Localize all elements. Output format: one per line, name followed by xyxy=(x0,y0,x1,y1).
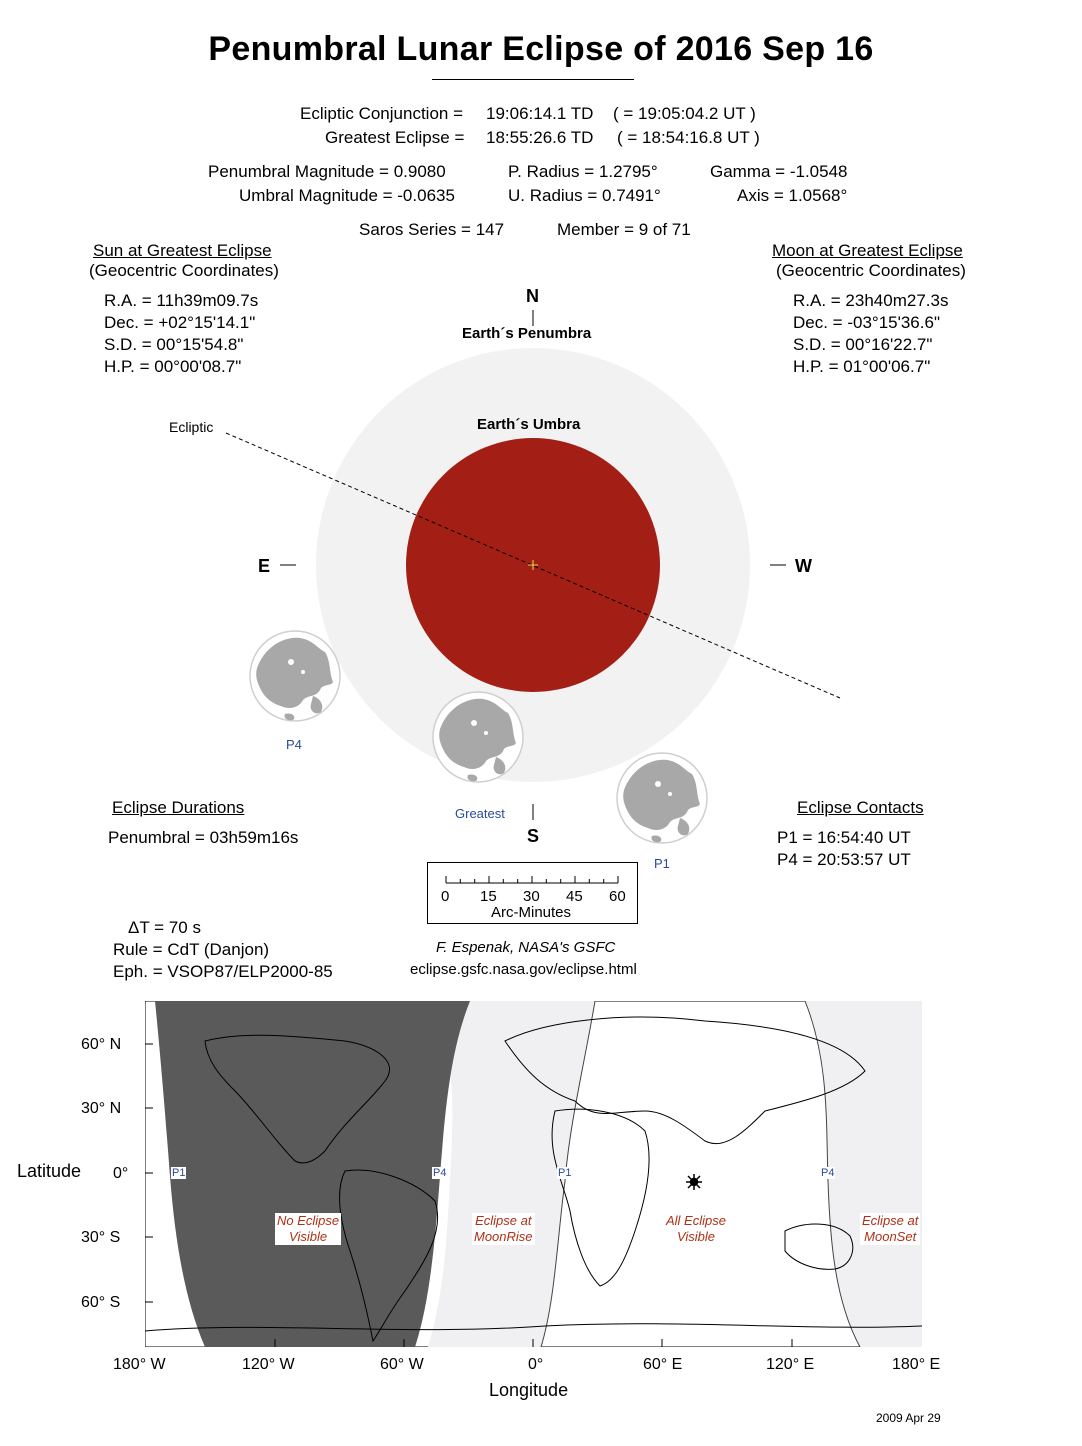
axis: Axis = 1.0568° xyxy=(737,186,848,205)
source-url[interactable]: eclipse.gsfc.nasa.gov/eclipse.html xyxy=(410,961,637,978)
scale-tick-60: 60 xyxy=(609,888,626,905)
penumbra-label: Earth´s Penumbra xyxy=(462,325,592,342)
contacts-heading: Eclipse Contacts xyxy=(797,798,924,817)
moon-subheading: (Geocentric Coordinates) xyxy=(776,261,966,280)
ephemeris: Eph. = VSOP87/ELP2000-85 xyxy=(113,962,333,981)
map-label-p1-east: P1 xyxy=(558,1167,572,1179)
zone-all-visible: All Eclipse Visible xyxy=(666,1213,726,1244)
plot-date: 2009 Apr 29 xyxy=(876,1411,941,1425)
lon-tick-120w: 120° W xyxy=(242,1356,295,1373)
map-label-p1-west: P1 xyxy=(172,1167,186,1179)
greatest-td: 18:55:26.6 TD xyxy=(486,128,594,147)
south-label: S xyxy=(527,826,540,846)
saros-member: Member = 9 of 71 xyxy=(557,220,691,239)
p-radius: P. Radius = 1.2795° xyxy=(508,162,658,181)
delta-t: ΔT = 70 s xyxy=(128,918,201,937)
lon-tick-180w: 180° W xyxy=(113,1356,166,1373)
conjunction-ut: ( = 19:05:04.2 UT ) xyxy=(613,104,756,123)
moon-sd: S.D. = 00°16'22.7" xyxy=(793,335,933,354)
map-label-p4-west: P4 xyxy=(433,1167,447,1179)
greatest-label: Greatest Eclipse = xyxy=(325,128,465,147)
gamma: Gamma = -1.0548 xyxy=(710,162,848,181)
north-label: N xyxy=(526,286,539,306)
zone-moonrise: Eclipse at MoonRise xyxy=(474,1213,533,1244)
moon-heading: Moon at Greatest Eclipse xyxy=(772,241,963,260)
lat-tick-30s: 30° S xyxy=(81,1229,121,1246)
moon-ra: R.A. = 23h40m27.3s xyxy=(793,291,949,310)
moon-dec: Dec. = -03°15'36.6" xyxy=(793,313,940,332)
moon-hp: H.P. = 01°00'06.7" xyxy=(793,357,931,376)
page-title: Penumbral Lunar Eclipse of 2016 Sep 16 xyxy=(208,30,874,68)
contact-p4: P4 = 20:53:57 UT xyxy=(777,850,911,869)
u-radius: U. Radius = 0.7491° xyxy=(508,186,661,205)
lat-tick-0: 0° xyxy=(113,1165,129,1182)
sun-dec: Dec. = +02°15'14.1" xyxy=(104,313,256,332)
scale-label: Arc-Minutes xyxy=(491,904,572,921)
greatest-ut: ( = 18:54:16.8 UT ) xyxy=(617,128,760,147)
penumbral-duration: Penumbral = 03h59m16s xyxy=(108,828,299,847)
east-label: E xyxy=(258,556,271,576)
sun-subheading: (Geocentric Coordinates) xyxy=(89,261,279,280)
scale-tick-45: 45 xyxy=(566,888,583,905)
scale-tick-15: 15 xyxy=(480,888,497,905)
map-ylabel: Latitude xyxy=(17,1161,82,1181)
lat-tick-60s: 60° S xyxy=(81,1294,121,1311)
scale-tick-0: 0 xyxy=(441,888,450,905)
sun-heading: Sun at Greatest Eclipse xyxy=(93,241,272,260)
ecliptic-label: Ecliptic xyxy=(169,419,214,435)
contact-p1: P1 = 16:54:40 UT xyxy=(777,828,911,847)
map-label-p4-east: P4 xyxy=(821,1167,835,1179)
map-xlabel: Longitude xyxy=(489,1380,569,1400)
p1-moon-label: P1 xyxy=(654,856,670,871)
lon-tick-0: 0° xyxy=(528,1356,544,1373)
lat-tick-60n: 60° N xyxy=(81,1036,122,1053)
greatest-moon-label: Greatest xyxy=(455,806,505,821)
west-label: W xyxy=(795,556,812,576)
lon-tick-60w: 60° W xyxy=(380,1356,424,1373)
umbra-label: Earth´s Umbra xyxy=(477,416,581,433)
zone-no-eclipse: No Eclipse Visible xyxy=(277,1213,340,1244)
lon-tick-180e: 180° E xyxy=(892,1356,941,1373)
lat-tick-30n: 30° N xyxy=(81,1100,122,1117)
sun-hp: H.P. = 00°00'08.7" xyxy=(104,357,242,376)
scale-tick-30: 30 xyxy=(523,888,540,905)
lon-tick-60e: 60° E xyxy=(643,1356,683,1373)
conjunction-td: 19:06:14.1 TD xyxy=(486,104,594,123)
durations-heading: Eclipse Durations xyxy=(112,798,245,817)
lon-tick-120e: 120° E xyxy=(766,1356,815,1373)
saros-series: Saros Series = 147 xyxy=(359,220,505,239)
p4-moon-label: P4 xyxy=(286,737,302,752)
credit: F. Espenak, NASA's GSFC xyxy=(436,939,616,956)
rule: Rule = CdT (Danjon) xyxy=(113,940,270,959)
umbral-magnitude: Umbral Magnitude = -0.0635 xyxy=(239,186,455,205)
conjunction-label: Ecliptic Conjunction = xyxy=(300,104,464,123)
sun-ra: R.A. = 11h39m09.7s xyxy=(104,291,259,310)
zone-moonset: Eclipse at MoonSet xyxy=(862,1213,919,1244)
sun-sd: S.D. = 00°15'54.8" xyxy=(104,335,244,354)
penumbral-magnitude: Penumbral Magnitude = 0.9080 xyxy=(208,162,446,181)
